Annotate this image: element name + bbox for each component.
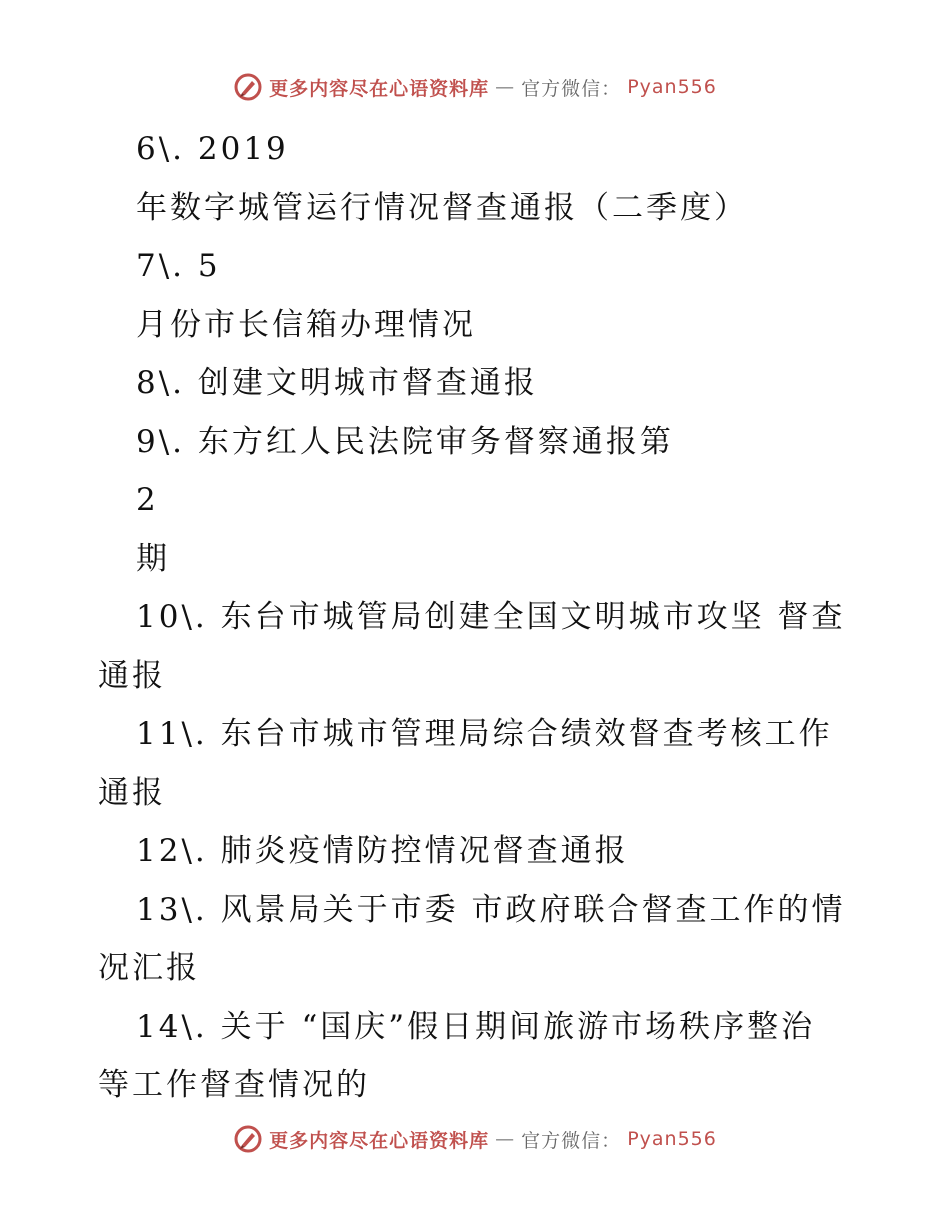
watermark-dash: — — [495, 76, 516, 98]
list-item-12: 12\. 肺炎疫情防控情况督查通报 — [136, 833, 629, 869]
watermark-footer — [0, 1124, 950, 1154]
watermark-text: 更多内容尽在心语资料库 — [269, 1129, 490, 1152]
list-item-10-continuation: 通报 — [98, 657, 166, 694]
list-item-9-issue-number: 2 — [136, 482, 159, 518]
list-item-13: 13\. 风景局关于市委 市政府联合督查工作的情 — [136, 891, 846, 928]
list-item-9: 9\. 东方红人民法院审务督察通报第 — [136, 423, 674, 460]
list-item-6-title: 年数字城管运行情况督查通报（二季度） — [136, 189, 748, 226]
list-item-7-number: 7\. 5 — [136, 248, 221, 284]
pen-nib-logo-icon — [233, 1124, 263, 1154]
list-item-6-number: 6\. 2019 — [136, 131, 289, 167]
list-item-8: 8\. 创建文明城市督查通报 — [136, 365, 538, 401]
list-item-11: 11\. 东台市城市管理局综合绩效督查考核工作 — [136, 716, 833, 752]
pen-nib-logo-icon — [233, 72, 263, 102]
watermark-wechat-id: Pyan556 — [627, 76, 717, 98]
watermark-header — [0, 72, 950, 102]
list-item-11-continuation: 通报 — [98, 774, 166, 811]
list-item-14: 14\. 关于 “国庆”假日期间旅游市场秩序整治 — [136, 1008, 816, 1045]
watermark-official-label: 官方微信： — [521, 77, 622, 100]
list-item-13-continuation: 况汇报 — [98, 950, 200, 986]
watermark-wechat-id: Pyan556 — [627, 1128, 717, 1150]
document-body — [98, 120, 858, 1115]
watermark-official-label: 官方微信： — [521, 1129, 622, 1152]
list-item-14-continuation: 等工作督查情况的 — [98, 1067, 370, 1103]
watermark-dash: — — [495, 1128, 516, 1150]
list-item-9-issue-suffix: 期 — [136, 540, 170, 577]
list-item-10: 10\. 东台市城管局创建全国文明城市攻坚 督查 — [136, 599, 846, 635]
watermark-text: 更多内容尽在心语资料库 — [269, 77, 490, 100]
list-item-7-title: 月份市长信箱办理情况 — [136, 306, 476, 343]
